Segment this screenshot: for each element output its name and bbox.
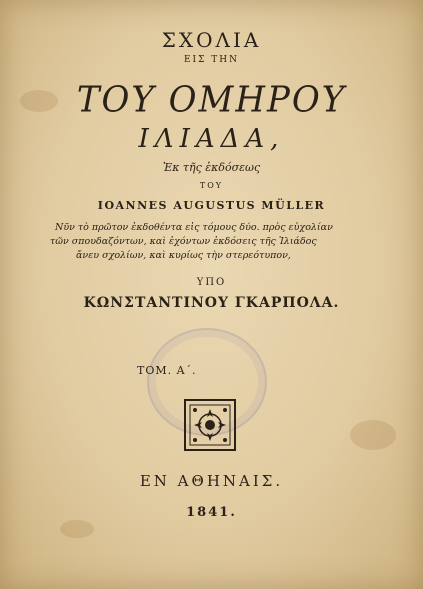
title-line-eis-tin: ΕΙΣ ΤΗΝ: [183, 55, 240, 65]
title-line-tou-omirou: ΤΟΥ ΟΜΗΡΟΥ: [76, 79, 347, 121]
by-line: ΥΠΟ: [196, 277, 227, 288]
editor-name: IOANNES AUGUSTUS MÜLLER: [97, 199, 326, 212]
edition-of-line: ΤΟΥ: [199, 181, 224, 190]
paper-stain: [350, 420, 396, 450]
title-line-iliada: ΙΛΙΑΔΑ,: [138, 124, 285, 154]
volume-label: ΤΟΜ. Α΄.: [137, 364, 197, 377]
description-line-3: ἄνευ σχολίων, καὶ κυρίως τὴν στερεότυπον,: [76, 250, 291, 261]
paper-stain: [60, 520, 94, 538]
publication-year: 1841.: [186, 505, 237, 520]
ornament-icon: [183, 398, 237, 452]
description-line-2: τῶν σπουδαζόντων, καὶ ἐχόντων ἐκδόσεις τῆς Ἰλιάδος: [50, 236, 317, 247]
place-of-publication: ΕΝ ΑΘΗΝΑΙΣ.: [139, 472, 284, 490]
edition-line: Ἐκ τῆς ἐκδόσεως: [162, 161, 261, 174]
publisher-name: ΚΩΝΣΤΑΝΤΙΝΟΥ ΓΚΑΡΠΟΛΑ.: [83, 295, 340, 311]
description-line-1: Νῦν τὸ πρῶτον ἐκδοθέντα εἰς τόμους δύο. πρὸς εὐχολίαν: [55, 222, 333, 233]
title-line-scholia: ΣΧΟΛΙΑ: [161, 28, 262, 52]
